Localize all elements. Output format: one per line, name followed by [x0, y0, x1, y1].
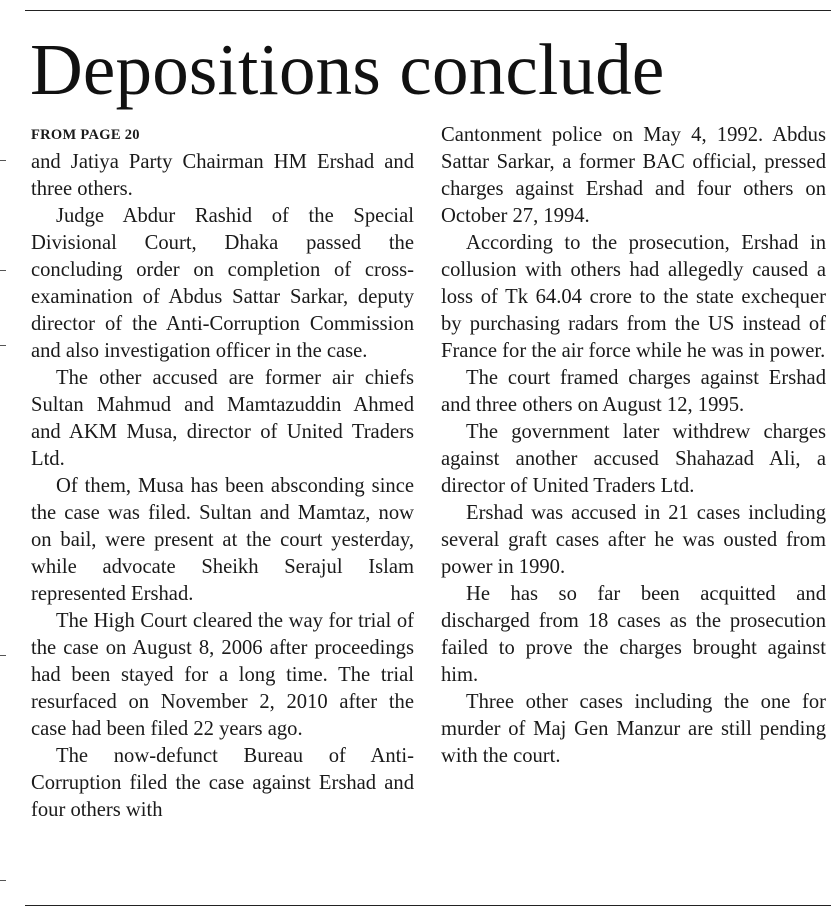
jump-label: FROM PAGE 20: [31, 127, 140, 143]
paragraph: The High Court cleared the way for trial of the case on August 8, 2006 after proceedings had been stayed for a long time. The trial resurfaced on November 2, 2010 after the case had been filed 22 years ago.: [31, 610, 414, 740]
paragraph: The now-defunct Bureau of Anti-Corruption filed the case against Ershad and four others with: [31, 745, 414, 821]
paragraph: Cantonment police on May 4, 1992. Abdus Sattar Sarkar, a former BAC official, pressed charges against Ershad and four others on October 27, 1994.: [441, 124, 826, 227]
margin-mark: [0, 345, 6, 346]
margin-mark: [0, 160, 6, 161]
paragraph: According to the prosecution, Ershad in collusion with others had allegedly caused a loss of Tk 64.04 crore to the state exchequer by purchasing radars from the US instead of France for the air force while he was in power.: [441, 232, 826, 362]
margin-mark: [0, 880, 6, 881]
bottom-rule: [25, 905, 831, 906]
paragraph: He has so far been acquitted and discharged from 18 cases as the prosecution failed to prove the charges brought against him.: [441, 583, 826, 686]
article-column-left: [31, 122, 414, 824]
article-column-right: [441, 122, 826, 770]
margin-mark: [0, 655, 6, 656]
paragraph: and Jatiya Party Chairman HM Ershad and three others.: [31, 151, 414, 200]
margin-mark: [0, 270, 6, 271]
paragraph: Judge Abdur Rashid of the Special Divisional Court, Dhaka passed the concluding order on completion of cross-examination of Abdus Sattar Sarkar, deputy director of the Anti-Corruption Commission and also investigation officer in the case.: [31, 205, 414, 362]
paragraph: Ershad was accused in 21 cases including several graft cases after he was ousted from power in 1990.: [441, 502, 826, 578]
paragraph: The government later withdrew charges against another accused Shahazad Ali, a director of United Traders Ltd.: [441, 421, 826, 497]
paragraph: Three other cases including the one for murder of Maj Gen Manzur are still pending with the court.: [441, 691, 826, 767]
top-rule: [25, 10, 831, 11]
paragraph: The court framed charges against Ershad and three others on August 12, 1995.: [441, 367, 826, 416]
headline: Depositions conclude: [30, 29, 665, 110]
paragraph: Of them, Musa has been absconding since the case was filed. Sultan and Mamtaz, now on bail, were present at the court yesterday, while advocate Sheikh Serajul Islam represented Ershad.: [31, 475, 414, 605]
paragraph: The other accused are former air chiefs Sultan Mahmud and Mamtazuddin Ahmed and AKM Musa, director of United Traders Ltd.: [31, 367, 414, 470]
